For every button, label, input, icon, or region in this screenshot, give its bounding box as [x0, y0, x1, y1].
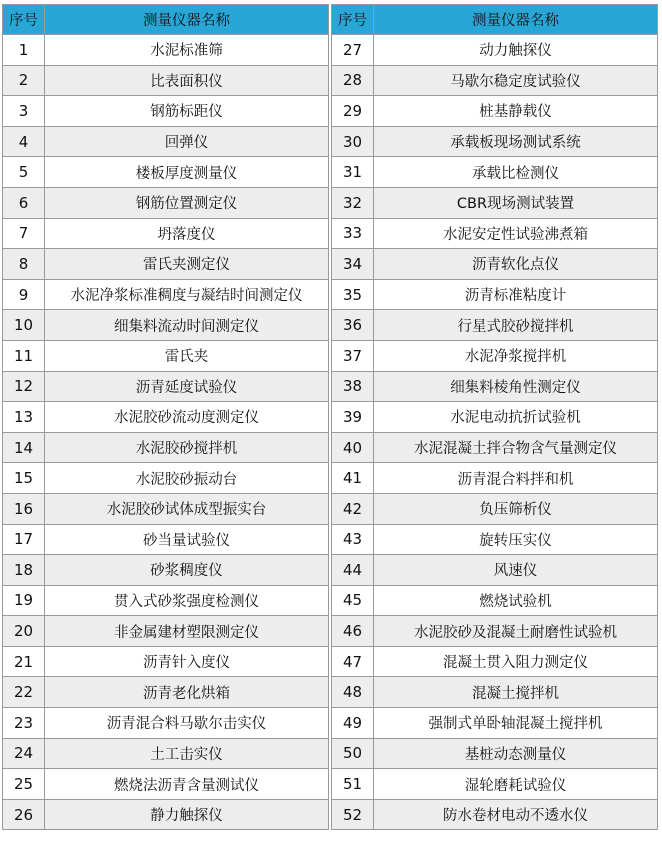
instrument-name-cell: 水泥胶砂流动度测定仪 [45, 402, 329, 433]
row-index-cell: 20 [3, 616, 45, 647]
instrument-name-cell: CBR现场测试装置 [374, 187, 658, 218]
instrument-name-cell: 水泥电动抗折试验机 [374, 402, 658, 433]
table-row [3, 524, 658, 555]
instrument-table [2, 4, 658, 830]
table-row [3, 646, 658, 677]
instrument-name-cell: 沥青老化烘箱 [45, 677, 329, 708]
row-index-cell: 18 [3, 555, 45, 586]
table-row [3, 799, 658, 830]
instrument-name-cell: 水泥净浆标准稠度与凝结时间测定仪 [45, 279, 329, 310]
table-row [3, 463, 658, 494]
instrument-name-cell: 负压筛析仪 [374, 493, 658, 524]
instrument-name-cell: 沥青混合料拌和机 [374, 463, 658, 494]
instrument-name-cell: 贯入式砂浆强度检测仪 [45, 585, 329, 616]
header-index-left: 序号 [3, 5, 45, 35]
instrument-name-cell: 细集料棱角性测定仪 [374, 371, 658, 402]
row-index-cell: 13 [3, 402, 45, 433]
instrument-name-cell: 水泥安定性试验沸煮箱 [374, 218, 658, 249]
row-index-cell: 37 [332, 340, 374, 371]
instrument-name-cell: 桩基静载仪 [374, 96, 658, 127]
instrument-name-cell: 混凝土贯入阻力测定仪 [374, 646, 658, 677]
instrument-name-cell: 水泥净浆搅拌机 [374, 340, 658, 371]
row-index-cell: 40 [332, 432, 374, 463]
row-index-cell: 46 [332, 616, 374, 647]
instrument-name-cell: 细集料流动时间测定仪 [45, 310, 329, 341]
row-index-cell: 43 [332, 524, 374, 555]
instrument-name-cell: 燃烧法沥青含量测试仪 [45, 769, 329, 800]
row-index-cell: 9 [3, 279, 45, 310]
table-row [3, 126, 658, 157]
row-index-cell: 8 [3, 249, 45, 280]
table-row [3, 738, 658, 769]
instrument-name-cell: 燃烧试验机 [374, 585, 658, 616]
instrument-name-cell: 承载板现场测试系统 [374, 126, 658, 157]
row-index-cell: 33 [332, 218, 374, 249]
row-index-cell: 45 [332, 585, 374, 616]
row-index-cell: 31 [332, 157, 374, 188]
instrument-name-cell: 水泥标准筛 [45, 35, 329, 66]
instrument-name-cell: 湿轮磨耗试验仪 [374, 769, 658, 800]
instrument-name-cell: 旋转压实仪 [374, 524, 658, 555]
instrument-name-cell: 砂当量试验仪 [45, 524, 329, 555]
table-row [3, 769, 658, 800]
table-row [3, 677, 658, 708]
instrument-name-cell: 雷氏夹测定仪 [45, 249, 329, 280]
row-index-cell: 47 [332, 646, 374, 677]
instrument-name-cell: 非金属建材塑限测定仪 [45, 616, 329, 647]
table-row [3, 96, 658, 127]
row-index-cell: 26 [3, 799, 45, 830]
instrument-name-cell: 沥青软化点仪 [374, 249, 658, 280]
table-row [3, 187, 658, 218]
row-index-cell: 19 [3, 585, 45, 616]
row-index-cell: 34 [332, 249, 374, 280]
row-index-cell: 4 [3, 126, 45, 157]
instrument-name-cell: 马歇尔稳定度试验仪 [374, 65, 658, 96]
instrument-name-cell: 沥青混合料马歇尔击实仪 [45, 708, 329, 739]
instrument-name-cell: 坍落度仪 [45, 218, 329, 249]
row-index-cell: 39 [332, 402, 374, 433]
row-index-cell: 24 [3, 738, 45, 769]
row-index-cell: 21 [3, 646, 45, 677]
row-index-cell: 12 [3, 371, 45, 402]
row-index-cell: 7 [3, 218, 45, 249]
instrument-name-cell: 混凝土搅拌机 [374, 677, 658, 708]
table-row [3, 65, 658, 96]
instrument-name-cell: 水泥胶砂搅拌机 [45, 432, 329, 463]
table-row [3, 279, 658, 310]
table-row [3, 340, 658, 371]
instrument-name-cell: 水泥胶砂试体成型振实台 [45, 493, 329, 524]
instrument-name-cell: 楼板厚度测量仪 [45, 157, 329, 188]
table-body [3, 35, 658, 830]
table-row [3, 493, 658, 524]
table-row [3, 555, 658, 586]
row-index-cell: 27 [332, 35, 374, 66]
instrument-name-cell: 雷氏夹 [45, 340, 329, 371]
row-index-cell: 44 [332, 555, 374, 586]
instrument-name-cell: 回弹仪 [45, 126, 329, 157]
row-index-cell: 17 [3, 524, 45, 555]
instrument-name-cell: 承载比检测仪 [374, 157, 658, 188]
row-index-cell: 1 [3, 35, 45, 66]
instrument-name-cell: 基桩动态测量仪 [374, 738, 658, 769]
row-index-cell: 2 [3, 65, 45, 96]
instrument-name-cell: 水泥胶砂及混凝土耐磨性试验机 [374, 616, 658, 647]
row-index-cell: 29 [332, 96, 374, 127]
table-row [3, 585, 658, 616]
header-index-right: 序号 [332, 5, 374, 35]
table-row [3, 310, 658, 341]
table-row [3, 371, 658, 402]
instrument-name-cell: 水泥胶砂振动台 [45, 463, 329, 494]
row-index-cell: 48 [332, 677, 374, 708]
row-index-cell: 49 [332, 708, 374, 739]
instrument-name-cell: 钢筋标距仪 [45, 96, 329, 127]
instrument-name-cell: 风速仪 [374, 555, 658, 586]
table-row [3, 402, 658, 433]
row-index-cell: 38 [332, 371, 374, 402]
instrument-name-cell: 沥青延度试验仪 [45, 371, 329, 402]
row-index-cell: 42 [332, 493, 374, 524]
row-index-cell: 3 [3, 96, 45, 127]
row-index-cell: 36 [332, 310, 374, 341]
table-row [3, 35, 658, 66]
row-index-cell: 50 [332, 738, 374, 769]
row-index-cell: 35 [332, 279, 374, 310]
table-row [3, 432, 658, 463]
instrument-name-cell: 静力触探仪 [45, 799, 329, 830]
row-index-cell: 16 [3, 493, 45, 524]
table-row [3, 157, 658, 188]
header-row [3, 5, 658, 35]
row-index-cell: 10 [3, 310, 45, 341]
header-name-right: 测量仪器名称 [374, 5, 658, 35]
row-index-cell: 41 [332, 463, 374, 494]
instrument-name-cell: 水泥混凝土拌合物含气量测定仪 [374, 432, 658, 463]
table-row [3, 616, 658, 647]
row-index-cell: 25 [3, 769, 45, 800]
instrument-name-cell: 土工击实仪 [45, 738, 329, 769]
row-index-cell: 32 [332, 187, 374, 218]
row-index-cell: 51 [332, 769, 374, 800]
table-row [3, 218, 658, 249]
row-index-cell: 6 [3, 187, 45, 218]
instrument-name-cell: 钢筋位置测定仪 [45, 187, 329, 218]
instrument-name-cell: 防水卷材电动不透水仪 [374, 799, 658, 830]
row-index-cell: 15 [3, 463, 45, 494]
row-index-cell: 52 [332, 799, 374, 830]
table-row [3, 249, 658, 280]
row-index-cell: 23 [3, 708, 45, 739]
row-index-cell: 28 [332, 65, 374, 96]
row-index-cell: 11 [3, 340, 45, 371]
instrument-name-cell: 强制式单卧轴混凝土搅拌机 [374, 708, 658, 739]
row-index-cell: 5 [3, 157, 45, 188]
instrument-name-cell: 沥青标准粘度计 [374, 279, 658, 310]
instrument-name-cell: 砂浆稠度仪 [45, 555, 329, 586]
instrument-name-cell: 沥青针入度仪 [45, 646, 329, 677]
row-index-cell: 14 [3, 432, 45, 463]
row-index-cell: 30 [332, 126, 374, 157]
instrument-name-cell: 比表面积仪 [45, 65, 329, 96]
instrument-name-cell: 行星式胶砂搅拌机 [374, 310, 658, 341]
table-row [3, 708, 658, 739]
header-name-left: 测量仪器名称 [45, 5, 329, 35]
instrument-name-cell: 动力触探仪 [374, 35, 658, 66]
row-index-cell: 22 [3, 677, 45, 708]
